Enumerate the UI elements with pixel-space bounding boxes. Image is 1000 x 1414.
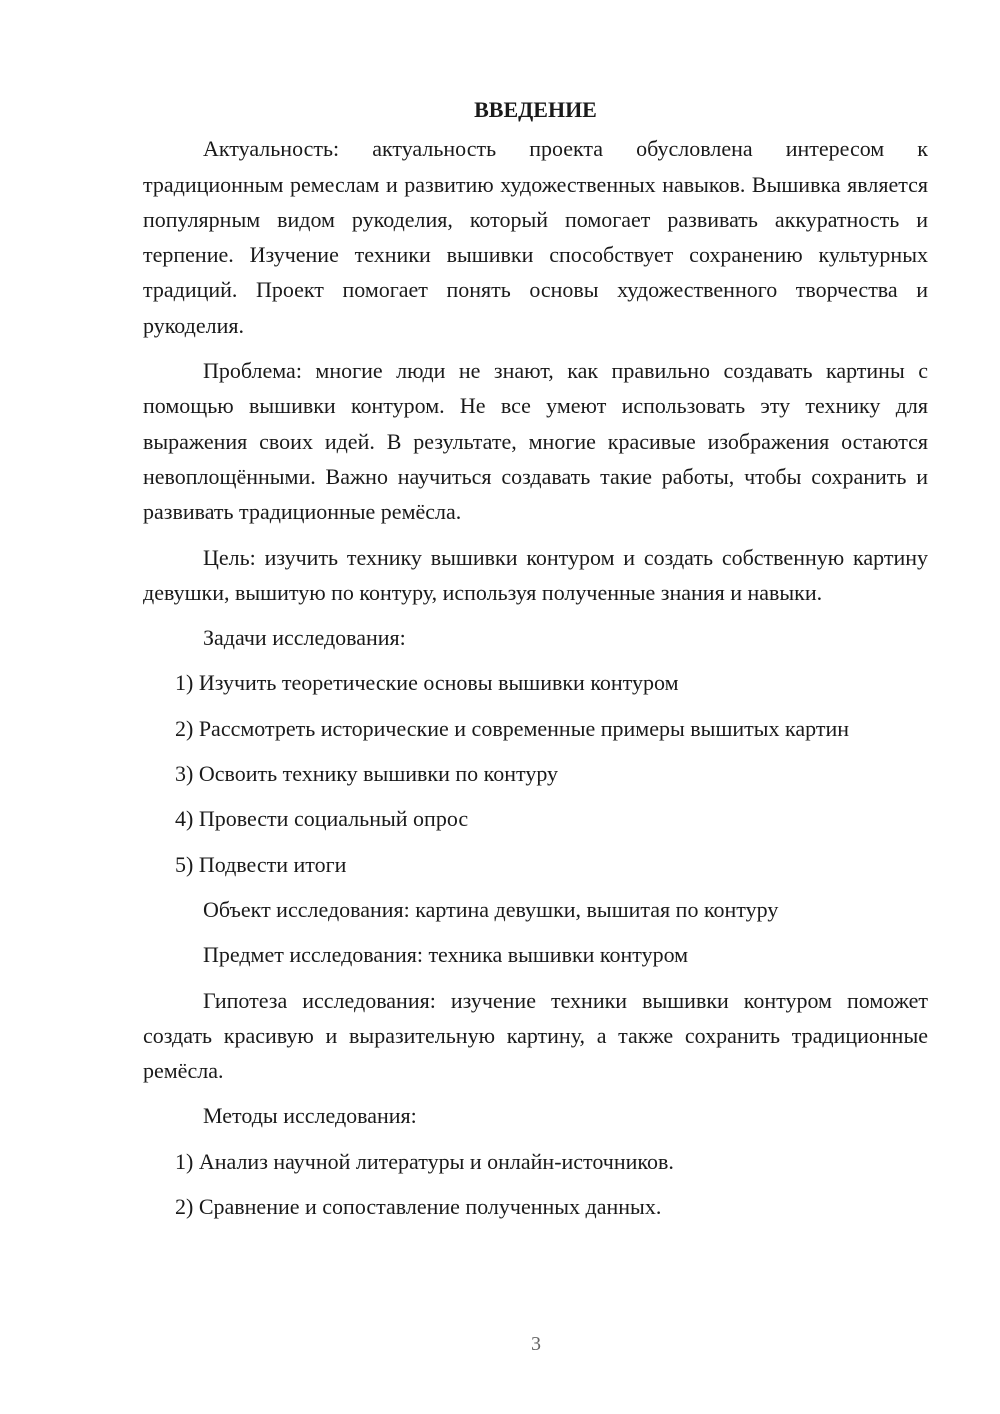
page-content: [143, 92, 928, 1224]
task-item-3: 3) Освоить технику вышивки по контуру: [175, 761, 559, 787]
method-item-2: 2) Сравнение и сопоставление полученных данных.: [175, 1194, 662, 1220]
research-object: Объект исследования: картина девушки, вышитая по контуру: [203, 896, 779, 922]
page-title: ВВЕДЕНИЕ: [474, 97, 597, 122]
page-number: 3: [531, 1333, 541, 1355]
research-hypothesis: Гипотеза исследования: изучение техники вышивки контуром поможет создать красивую и выразительную картину, а также сохранить традиционные ремёсла.: [143, 987, 928, 1084]
paragraph-goal: Цель: изучить технику вышивки контуром и создать собственную картину девушки, вышитую по контуру, используя полученные знания и навыки.: [143, 544, 928, 605]
task-item-4: 4) Провести социальный опрос: [175, 806, 469, 832]
task-item-1: 1) Изучить теоретические основы вышивки контуром: [175, 670, 679, 696]
paragraph-problem: Проблема: многие люди не знают, как правильно создавать картины с помощью вышивки контуром. Не все умеют использовать эту технику для выражения своих идей. В результате, многие красивые изображения остаются невоплощёнными. Важно научиться создавать такие работы, чтобы сохранить и развивать традиционные ремёсла.: [143, 358, 928, 525]
paragraph-relevance: Актуальность: актуальность проекта обусловлена интересом к традиционным ремеслам и развитию художественных навыков. Вышивка является популярным видом рукоделия, который помогает развивать аккуратность и терпение. Изучение техники вышивки способствует сохранению культурных традиций. Проект помогает понять основы художественного творчества и рукоделия.: [143, 136, 928, 338]
task-item-5: 5) Подвести итоги: [175, 851, 347, 877]
research-subject: Предмет исследования: техника вышивки контуром: [203, 942, 689, 968]
method-item-1: 1) Анализ научной литературы и онлайн-источников.: [175, 1148, 674, 1174]
task-item-2: 2) Рассмотреть исторические и современные примеры вышитых картин: [175, 715, 850, 741]
methods-heading: Методы исследования:: [203, 1103, 417, 1129]
tasks-heading: Задачи исследования:: [203, 625, 406, 651]
